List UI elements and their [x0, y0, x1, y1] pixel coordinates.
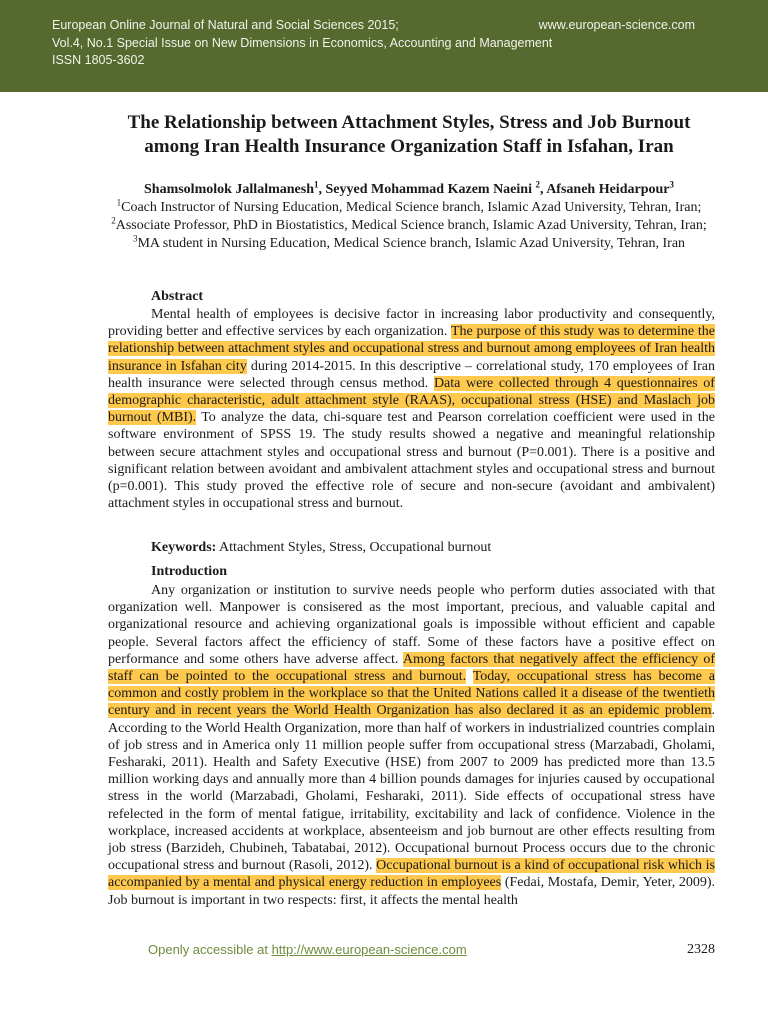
- affiliations: [108, 199, 710, 253]
- introduction-text: (Fedai, Mostafa, Demir, Yeter, 2009). Job burnout is important in two respects: first, it affects the mental health: [108, 875, 715, 908]
- highlighted-text: Among factors that negatively affect the efficiency of staff can be pointed to the occupational stress and burnout.: [108, 651, 715, 685]
- author-3-marker: 3: [669, 179, 674, 190]
- introduction-text: [466, 669, 473, 684]
- paper-title-line-1: The Relationship between Attachment Styles, Stress and Job Burnout: [127, 112, 691, 133]
- paper-title-line-2: among Iran Health Insurance Organization Staff in Isfahan, Iran: [144, 136, 674, 157]
- affiliation-1: Coach Instructor of Nursing Education, Medical Science branch, Islamic Azad University, Tehran, Iran;: [121, 200, 702, 215]
- introduction-paragraph: [108, 582, 715, 909]
- journal-volume: Vol.4, No.1 Special Issue on New Dimensions in Economics, Accounting and Management: [52, 36, 553, 50]
- highlighted-text: Occupational burnout is a kind of occupational risk which is accompanied by a mental and physical energy reduction in employees: [108, 858, 715, 891]
- open-access-text: Openly accessible at: [148, 942, 272, 957]
- highlighted-text: The purpose of this study was to determine the relationship between attachment styles and occupational stress and burnout among employees of Iran health insurance in Isfahan city: [108, 324, 715, 374]
- open-access-note: [148, 942, 467, 957]
- introduction-text: . According to the World Health Organization, more than half of workers in industrialized countries complain of job stress and in America only 11 million people suffer from occupational stress (Marzabadi, Gholami, Fesharaki, 2011). Health and Safety Executive (HSE) from 2007 to 2009 has predicted more than 13.5 million working days and annually more than 4 billion pounds damages for injuries caused by occupational stress in the world (Marzabadi, Gholami, Fesharaki, 2011). Side effects of occupational stress have refelected in the form of mental fatigue, irritability, excitability and lack of confidence. Violence in the workplace, increased accidents at workplace, absenteeism and job burnout are other effects resulting from job stress (Barzideh, Chubineh, Tabatabai, 2012). Occupational burnout Process occurs due to the chronic occupational stress and burnout (Rasoli, 2012).: [108, 703, 715, 874]
- abstract-text: during 2014-2015. In this descriptive – correlational study, 170 employees of Iran health insurance were selected through census method.: [108, 358, 715, 391]
- author-1: Shamsolmolok Jallalmanesh: [144, 182, 314, 197]
- journal-issn: ISSN 1805-3602: [52, 53, 145, 67]
- affiliation-3: MA student in Nursing Education, Medical Science branch, Islamic Azad University, Tehran, Iran: [137, 236, 686, 251]
- affiliation-2: Associate Professor, PhD in Biostatistics, Medical Science branch, Islamic Azad University, Tehran, Iran;: [115, 218, 707, 233]
- introduction-body: [108, 582, 715, 909]
- abstract-text: To analyze the data, chi-square test and Pearson correlation coefficient were used in the software environment of SPSS 19. The study results showed a negative and meaningful relationship between secure attachment styles and occupational stress and burnout (P=0.001). There is a positive and significant relation between avoidant and ambivalent attachment styles and occupational stress and burnout (p=0.001). This study proved the effective role of secure and non-secure (avoidant and ambivalent) attachment styles in occupational stress and burnout.: [108, 410, 716, 512]
- journal-header-bar: [0, 0, 768, 92]
- page-footer: [0, 942, 768, 962]
- journal-website: www.european-science.com: [538, 18, 695, 32]
- abstract-paragraph: [108, 306, 715, 512]
- journal-name: European Online Journal of Natural and Social Sciences 2015;: [52, 18, 399, 32]
- highlighted-text: Data were collected through 4 questionnaires of demographic characteristic, adult attachment style (RAAS), occupational stress (HSE) and Maslach job burnout (MBI).: [108, 375, 715, 426]
- keywords-text: Attachment Styles, Stress, Occupational burnout: [216, 540, 492, 555]
- introduction-text: Any organization or institution to survive needs people who perform duties associated with that organization well. Manpower is consisered as the most important, precious, and valuable capital and organizational resource and achieving organizational goals is impossible without efficient and capable people. Several factors affect the efficiency of staff. Some of these factors have a positive effect on performance and some others have adverse affect.: [108, 583, 715, 667]
- author-1-marker: 1: [313, 179, 319, 190]
- abstract-heading: Abstract: [151, 289, 204, 304]
- affiliation-1-marker: 1: [116, 197, 122, 208]
- keywords-line: [151, 540, 491, 556]
- keywords-label: Keywords:: [151, 540, 217, 555]
- abstract-text: Mental health of employees is decisive factor in increasing labor productivity and consequently, providing better and effective services by each organization.: [108, 307, 715, 340]
- author-2: , Seyyed Mohammad Kazem Naeini: [318, 182, 536, 197]
- author-list: [108, 181, 710, 198]
- affiliation-2-marker: 2: [111, 215, 116, 226]
- paper-title: [100, 111, 718, 159]
- page-number: 2328: [687, 942, 715, 957]
- journal-link[interactable]: http://www.european-science.com: [271, 942, 467, 957]
- affiliation-3-marker: 3: [132, 233, 138, 244]
- author-2-marker: 2: [535, 179, 540, 190]
- highlighted-text: Today, occupational stress has become a common and costly problem in the workplace so that the United Nations called it a disease of the twentieth century and in recent years the World Health Organization has also declared it as an epidemic problem: [108, 669, 715, 719]
- abstract-body: [108, 306, 715, 512]
- introduction-heading: Introduction: [151, 564, 227, 579]
- author-3: , Afsaneh Heidarpour: [539, 182, 670, 197]
